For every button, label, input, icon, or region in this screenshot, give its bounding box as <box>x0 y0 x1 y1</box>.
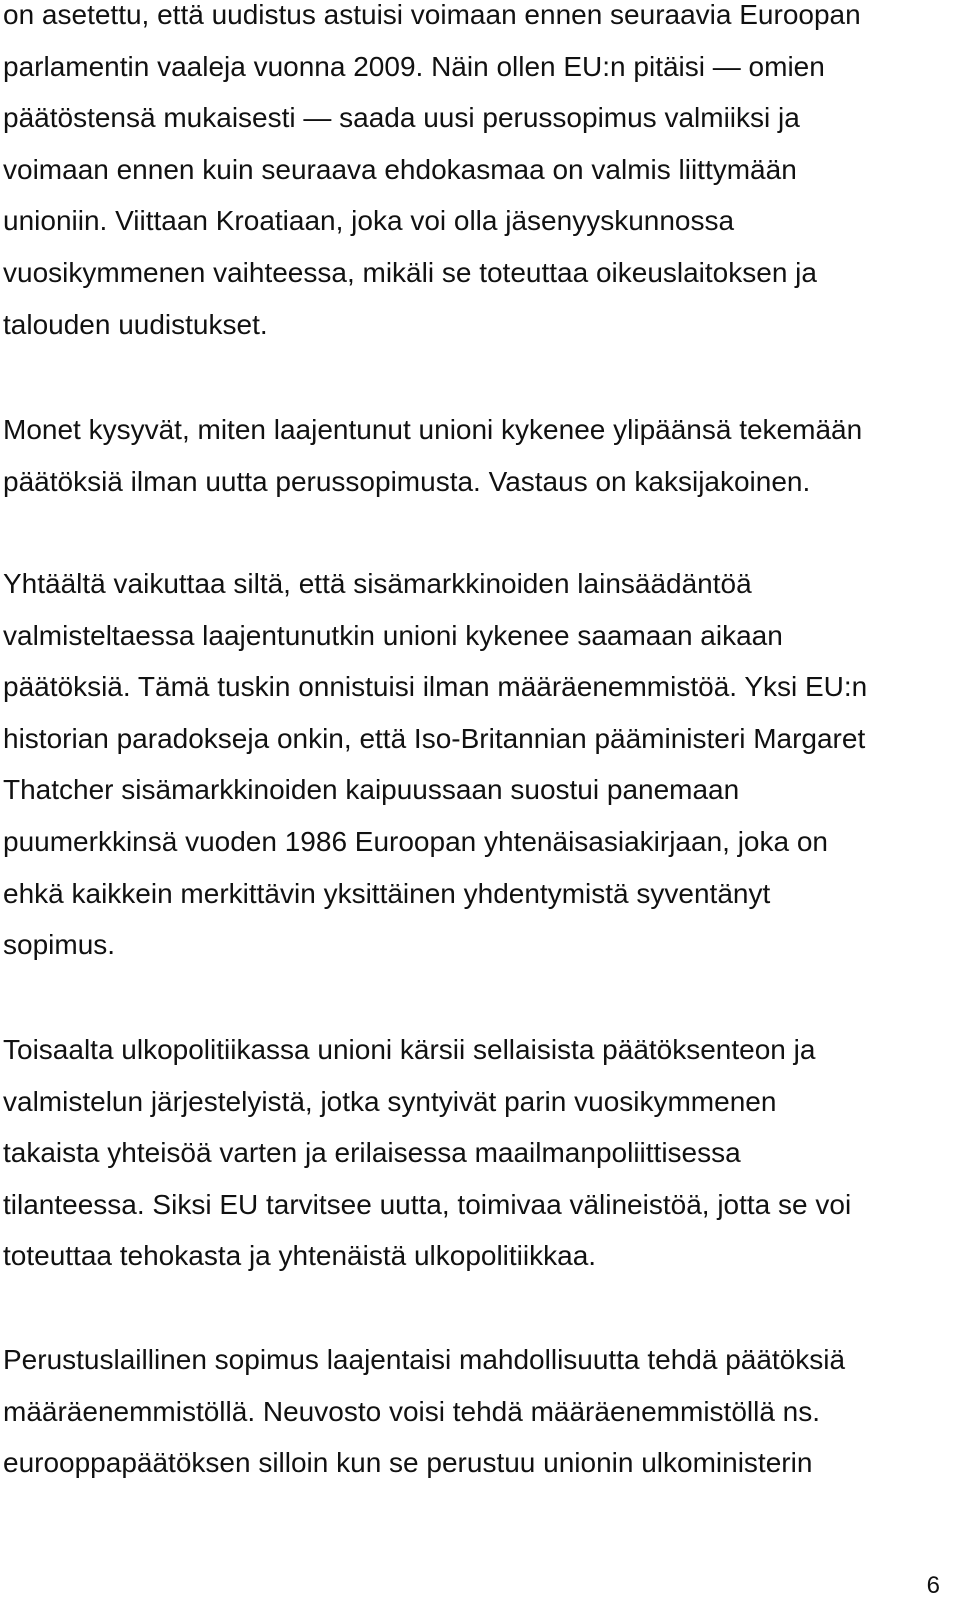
text-line: päätöksiä ilman uutta perussopimusta. Vastaus on kaksijakoinen. <box>3 465 811 497</box>
text-line: Monet kysyvät, miten laajentunut unioni kykenee ylipäänsä tekemään <box>3 414 863 445</box>
text-line: eurooppapäätöksen silloin kun se perustuu unionin ulkoministerin <box>3 1447 813 1479</box>
text-line: Toisaalta ulkopolitiikassa unioni kärsii sellaisista päätöksenteon ja <box>3 1034 816 1065</box>
text-line: parlamentin vaaleja vuonna 2009. Näin ollen EU:n pitäisi — omien <box>3 50 825 82</box>
text-line: tilanteessa. Siksi EU tarvitsee uutta, toimivaa välineistöä, jotta se voi <box>3 1188 852 1220</box>
page-number: 6 <box>926 1572 940 1599</box>
paragraph-2 <box>3 404 862 507</box>
paragraph-1 <box>3 0 861 350</box>
text-line: puumerkkinsä vuoden 1986 Euroopan yhtenäisasiakirjaan, joka on <box>3 825 828 857</box>
text-line: sopimus. <box>3 929 116 961</box>
text-line: määräenemmistöllä. Neuvosto voisi tehdä määräenemmistöllä ns. <box>3 1395 821 1427</box>
text-line: on asetettu, että uudistus astuisi voimaan ennen seuraavia Euroopan <box>3 0 861 30</box>
text-line: historian paradokseja onkin, että Iso-Britannian pääministeri Margaret <box>3 722 866 754</box>
text-line: päätöksiä. Tämä tuskin onnistuisi ilman määräenemmistöä. Yksi EU:n <box>3 671 868 703</box>
paragraph-5 <box>3 1334 845 1489</box>
paragraph-3 <box>3 558 867 971</box>
text-line: toteuttaa tehokasta ja yhtenäistä ulkopolitiikkaa. <box>3 1240 597 1272</box>
text-line: talouden uudistukset. <box>3 308 268 340</box>
text-line: ehkä kaikkein merkittävin yksittäinen yhdentymistä syventänyt <box>3 877 771 909</box>
text-line: takaista yhteisöä varten ja erilaisessa maailmanpoliittisessa <box>3 1137 741 1169</box>
text-line: voimaan ennen kuin seuraava ehdokasmaa on valmis liittymään <box>3 153 797 185</box>
text-line: valmistelun järjestelyistä, jotka syntyivät parin vuosikymmenen <box>3 1085 777 1117</box>
text-line: päätöstensä mukaisesti — saada uusi perussopimus valmiiksi ja <box>3 102 800 134</box>
text-line: Thatcher sisämarkkinoiden kaipuussaan suostui panemaan <box>3 774 740 806</box>
text-line: Perustuslaillinen sopimus laajentaisi mahdollisuutta tehdä päätöksiä <box>3 1344 846 1375</box>
text-line: Yhtäältä vaikuttaa siltä, että sisämarkkinoiden lainsäädäntöä <box>3 568 752 599</box>
text-line: vuosikymmenen vaihteessa, mikäli se toteuttaa oikeuslaitoksen ja <box>3 256 817 288</box>
text-line: valmisteltaessa laajentunutkin unioni kykenee saamaan aikaan <box>3 619 783 651</box>
text-line: unioniin. Viittaan Kroatiaan, joka voi olla jäsenyyskunnossa <box>3 205 735 237</box>
paragraph-4 <box>3 1024 851 1282</box>
